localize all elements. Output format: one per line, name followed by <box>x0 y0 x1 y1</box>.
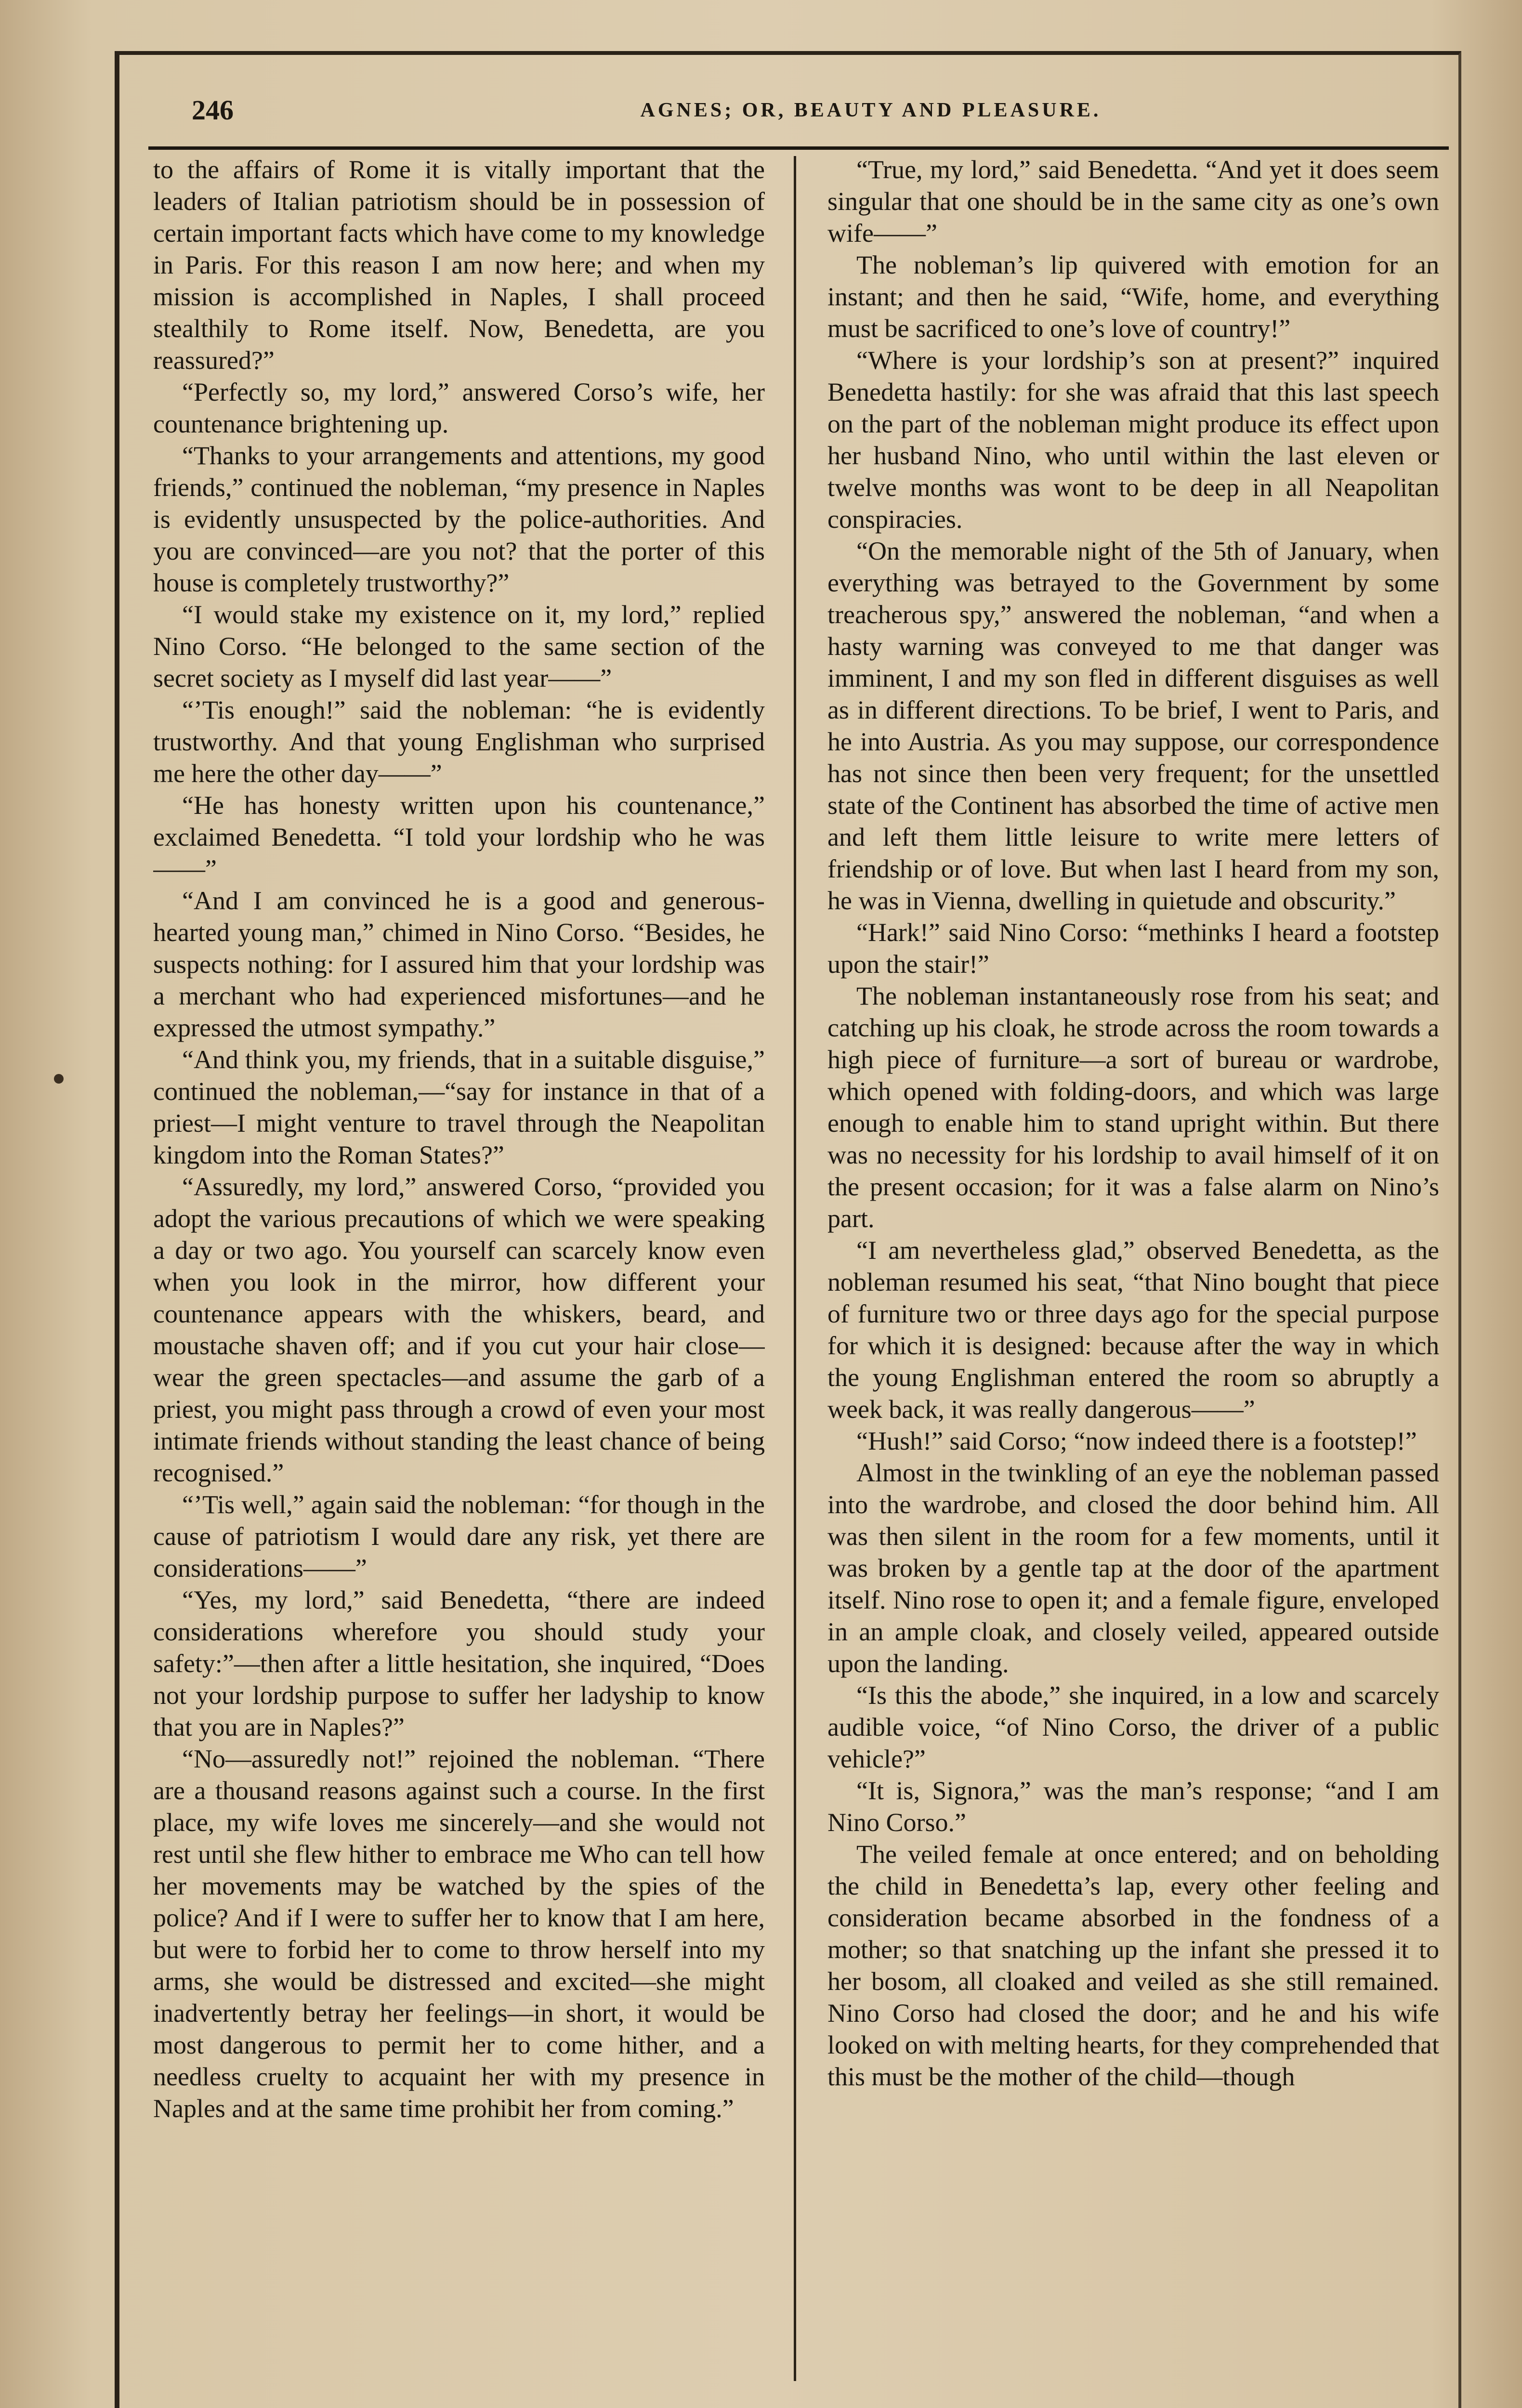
paragraph: “Thanks to your arrangements and attentions, my good friends,” continued the nobleman, “my presence in Naples is evidently unsuspected by the police-authorities. And you are convinced—are you not? that the porter of this house is completely trustworthy?” <box>153 441 765 597</box>
paragraph: The nobleman’s lip quivered with emotion for an instant; and then he said, “Wife, home, and everything must be sacrificed to one’s love of country!” <box>827 250 1439 343</box>
column-divider <box>794 156 796 2381</box>
paragraph: “Hark!” said Nino Corso: “methinks I heard a footstep upon the stair!” <box>827 918 1439 979</box>
paragraph: “He has honesty written upon his countenance,” exclaimed Benedetta. “I told your lordship who he was——” <box>153 791 765 883</box>
paragraph: “No—assuredly not!” rejoined the nobleman. “There are a thousand reasons against such a course. In the first place, my wife loves me sincerely—and she would not rest until she flew hither to embrace me Who can tell how her movements may be watched by the spies of the police? And if I were to suffer her to know that I am here, but were to forbid her to come to throw herself into my arms, she would be distressed and excited—she might inadvertently betray her feelings—in short, it would be most dangerous to permit her to come hither, and a needless cruelty to acquaint her with my presence in Naples and at the same time prohibit her from coming.” <box>153 1744 765 2123</box>
paragraph: “It is, Signora,” was the man’s response; “and I am Nino Corso.” <box>827 1776 1439 1837</box>
paragraph: The nobleman instantaneously rose from his seat; and catching up his cloak, he strode across the room towards a high piece of furniture—a sort of bureau or wardrobe, which opened with folding-doors, and which was large enough to enable him to stand upright within. But there was no necessity for his lordship to avail himself of it on the present occasion; for it was a false alarm on Nino’s part. <box>827 982 1439 1233</box>
header-rule <box>148 146 1449 150</box>
paragraph: “I am nevertheless glad,” observed Benedetta, as the nobleman resumed his seat, “that Nino bought that piece of furniture two or three days ago for the special purpose for which it is designed: because after the way in which the young Englishman entered the room so abruptly a week back, it was really dangerous——” <box>827 1236 1439 1424</box>
paragraph: “’Tis well,” again said the nobleman: “for though in the cause of patriotism I would dare any risk, yet there are considerations——” <box>153 1490 765 1583</box>
paragraph: “Assuredly, my lord,” answered Corso, “provided you adopt the various precautions of which we were speaking a day or two ago. You yourself can scarcely know even when you look in the mirror, how different your countenance appears with the whiskers, beard, and moustache shaven off; and if you cut your hair close—wear the green spectacles—and assume the garb of a priest, you might pass through a crowd of even your most intimate friends without standing the least chance of being recognised.” <box>153 1172 765 1487</box>
right-column <box>827 154 1439 2393</box>
paragraph: Almost in the twinkling of an eye the nobleman passed into the wardrobe, and closed the door behind him. All was then silent in the room for a few moments, until it was broken by a gentle tap at the door of the apartment itself. Nino rose to open it; and a female figure, enveloped in an ample cloak, and closely veiled, appeared outside upon the landing. <box>827 1458 1439 1678</box>
paragraph: to the affairs of Rome it is vitally important that the leaders of Italian patriotism should be in possession of certain important facts which have come to my knowledge in Paris. For this reason I am now here; and when my mission is accomplished in Naples, I shall proceed stealthily to Rome itself. Now, Benedetta, are you reassured?” <box>153 155 765 375</box>
paragraph: “Where is your lordship’s son at present?” inquired Benedetta hastily: for she was afraid that this last speech on the part of the nobleman might produce its effect upon her husband Nino, who until within the last eleven or twelve months was wont to be deep in all Neapolitan conspiracies. <box>827 346 1439 534</box>
left-column <box>153 154 765 2393</box>
page-number: 246 <box>192 94 234 126</box>
paragraph: “And I am convinced he is a good and generous-hearted young man,” chimed in Nino Corso. “Besides, he suspects nothing: for I assured him that your lordship was a merchant who had experienced misfortunes—and he expressed the utmost sympathy.” <box>153 886 765 1042</box>
page-frame <box>115 51 1461 2408</box>
paragraph: “’Tis enough!” said the nobleman: “he is evidently trustworthy. And that young Englishman who surprised me here the other day——” <box>153 695 765 788</box>
paragraph: “Perfectly so, my lord,” answered Corso’s wife, her countenance brightening up. <box>153 378 765 438</box>
paragraph: “Hush!” said Corso; “now indeed there is a footstep!” <box>856 1426 1417 1455</box>
page-header <box>177 89 1439 142</box>
paragraph: “And think you, my friends, that in a suitable disguise,” continued the nobleman,—“say for instance in that of a priest—I might venture to travel through the Neapolitan kingdom into the Roman States?” <box>153 1045 765 1169</box>
paragraph: “Is this the abode,” she inquired, in a low and scarcely audible voice, “of Nino Corso, the driver of a public vehicle?” <box>827 1681 1439 1773</box>
paragraph: “Yes, my lord,” said Benedetta, “there are indeed considerations wherefore you should study your safety:”—then after a little hesitation, she inquired, “Does not your lordship purpose to suffer her ladyship to know that you are in Naples?” <box>153 1585 765 1741</box>
paragraph: The veiled female at once entered; and on beholding the child in Benedetta’s lap, every other feeling and consideration became absorbed in the fondness of a mother; so that snatching up the infant she pressed it to her bosom, all cloaked and veiled as she still remained. Nino Corso had closed the door; and he and his wife looked on with melting hearts, for they comprehended that this must be the mother of the child—though <box>827 1840 1439 2091</box>
paragraph: “On the memorable night of the 5th of January, when everything was betrayed to the Government by some treacherous spy,” answered the nobleman, “and when a hasty warning was conveyed to me that danger was imminent, I and my son fled in different disguises as well as in different directions. To be brief, I went to Paris, and he into Austria. As you may suppose, our correspondence has not since then been very frequent; for the unsettled state of the Continent has absorbed the time of active men and left them little leisure to write mere letters of friendship or of love. But when last I heard from my son, he was in Vienna, dwelling in quietude and obscurity.” <box>827 537 1439 915</box>
paragraph: “True, my lord,” said Benedetta. “And yet it does seem singular that one should be in the same city as one’s own wife——” <box>827 155 1439 248</box>
paragraph: “I would stake my existence on it, my lord,” replied Nino Corso. “He belonged to the same section of the secret society as I myself did last year——” <box>153 600 765 693</box>
running-title: AGNES; OR, BEAUTY AND PLEASURE. <box>640 99 1102 121</box>
ink-spot <box>54 1074 64 1084</box>
